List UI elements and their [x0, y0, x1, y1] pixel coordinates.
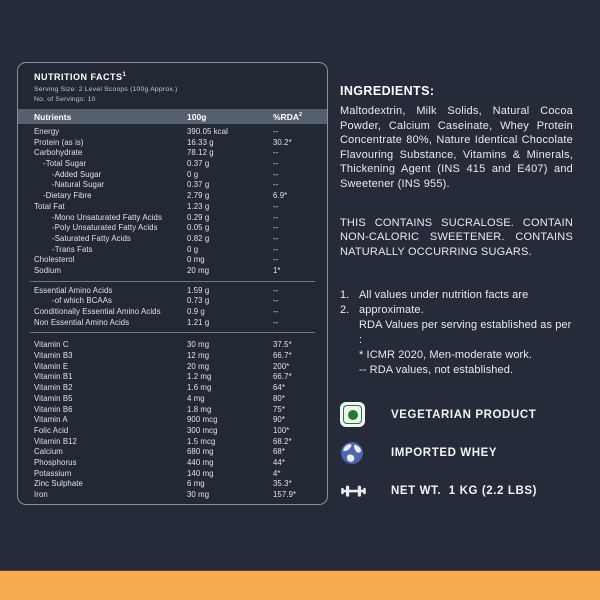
nutrient-rda: 200* [273, 361, 290, 371]
nutrient-name: -Natural Sugar [52, 180, 105, 190]
nutrient-rda: -- [273, 180, 279, 190]
footnotes-list [340, 288, 573, 378]
table-row [18, 372, 327, 383]
nutrient-rda: -- [273, 127, 279, 136]
table-row [18, 479, 327, 490]
table-row [18, 318, 327, 329]
imported-whey-badge [340, 439, 573, 466]
table-row [18, 362, 327, 373]
footnote-line [340, 348, 573, 363]
footnote-text: -- RDA values, not established. [359, 364, 514, 377]
footnote-marker: 2 [298, 112, 303, 119]
nutrient-rda: 66.7* [273, 372, 292, 382]
vegetarian-badge [340, 401, 573, 428]
nutrient-rda: 4* [273, 468, 281, 478]
nutrient-amount: 1.6 mg [187, 383, 212, 393]
nutrient-rda: -- [273, 285, 279, 295]
ingredients-text: Maltodextrin, Milk Solids, Natural Cocoa Powder, Calcium Caseinate, Whey Protein Concentrate 80%, Nature Identical Chocolate Flavouring Substance, Vitamins & Minerals, Thickening Agent (INS 415 and E407) and Sweetener (INS 955). [340, 105, 573, 190]
badge-list [340, 401, 573, 504]
dumbbell-icon [340, 483, 367, 499]
nutrient-rda: 100* [273, 425, 290, 435]
table-row [18, 202, 327, 213]
footnote-line [340, 318, 573, 348]
nutrient-name: Vitamin C [34, 340, 69, 350]
bottom-accent-bar [0, 570, 600, 600]
nutrient-amount: 12 mg [187, 351, 210, 361]
nutrient-rda: -- [273, 159, 279, 169]
nutrient-name: Iron [34, 490, 48, 499]
nutrient-name: Energy [34, 127, 60, 136]
table-row [18, 245, 327, 256]
footnote-line [340, 288, 573, 303]
nutrient-name: -Added Sugar [52, 169, 102, 179]
nutrition-table-body [18, 124, 327, 501]
nutrient-rda: -- [273, 296, 279, 306]
nutrient-name: Conditionally Essential Amino Acids [34, 307, 161, 316]
nutrient-amount: 440 mg [187, 457, 214, 467]
rda-header-text: %RDA [273, 112, 299, 122]
nutrient-amount: 390.05 kcal [187, 127, 228, 136]
nutrition-facts-panel [17, 62, 328, 505]
nutrient-name: Cholesterol [34, 255, 75, 265]
nutrient-amount: 140 mg [187, 468, 214, 478]
footnote-marker: 1 [122, 72, 127, 78]
nutrient-name: -Dietary Fibre [43, 191, 92, 201]
info-column [340, 84, 573, 515]
table-row [18, 383, 327, 394]
nutrient-rda: 64* [273, 383, 286, 393]
nutrient-rda: 66.7* [273, 351, 292, 361]
nutrition-facts-title-text: NUTRITION FACTS [34, 72, 123, 82]
serving-size-text: Serving Size: 2 Level Scoops (100g Approx.) [34, 85, 178, 93]
nutrient-amount: 0.73 g [187, 296, 210, 306]
nutrient-name: Carbohydrate [34, 148, 83, 158]
sweetener-warning-text: THIS CONTAINS SUCRALOSE. CONTAIN NON-CALORIC SWEETENER. CONTAINS NATURALLY OCCURRING SUGARS. [340, 216, 573, 258]
net-weight-badge [340, 477, 573, 504]
nutrient-rda: -- [273, 317, 279, 327]
nutrient-name: Vitamin A [34, 415, 68, 425]
nutrient-amount: 0.05 g [187, 223, 210, 233]
nutrient-amount: 1.59 g [187, 285, 210, 295]
table-section [18, 127, 327, 277]
table-row [18, 127, 327, 138]
table-section [18, 286, 327, 329]
table-row [18, 296, 327, 307]
table-row [18, 170, 327, 181]
nutrient-amount: 20 mg [187, 265, 210, 275]
nutrient-name: -Mono Unsaturated Fatty Acids [52, 212, 162, 222]
nutrient-name: Folic Acid [34, 425, 69, 435]
nutrient-amount: 680 mg [187, 447, 214, 457]
servings-count-text: No. of Servings: 10 [34, 96, 96, 103]
section-divider [30, 281, 315, 282]
nutrient-amount: 0 g [187, 244, 199, 254]
table-row [18, 234, 327, 245]
badge-label: NET WT. 1 KG (2.2 LBS) [391, 484, 538, 497]
nutrient-rda: 6.9* [273, 191, 288, 201]
table-row [18, 138, 327, 149]
nutrient-rda: -- [273, 255, 279, 265]
badge-label: IMPORTED WHEY [391, 446, 498, 459]
nutrient-amount: 1.2 mg [187, 372, 212, 382]
nutrition-facts-title [34, 72, 311, 82]
nutrient-name: Potassium [34, 468, 72, 478]
nutrient-amount: 20 mg [187, 361, 210, 371]
table-row [18, 159, 327, 170]
nutrient-rda: -- [273, 307, 279, 316]
nutrient-name: Total Fat [34, 201, 65, 211]
globe-icon [340, 441, 367, 465]
table-row [18, 490, 327, 501]
nutrient-name: Zinc Sulphate [34, 479, 83, 489]
nutrient-name: Protein (as is) [34, 137, 84, 147]
nutrient-rda: 68* [273, 447, 286, 457]
footnote-number [340, 363, 359, 378]
nutrient-name: -Trans Fats [52, 244, 93, 254]
table-row [18, 340, 327, 351]
nutrient-name: Non Essential Amino Acids [34, 317, 130, 327]
nutrient-amount: 0.37 g [187, 180, 210, 190]
table-row [18, 307, 327, 318]
nutrient-amount: 0.82 g [187, 233, 210, 243]
table-row [18, 394, 327, 405]
footnote-text: RDA Values per serving established as per : [359, 319, 572, 347]
footnote-number: 1. [340, 289, 350, 302]
nutrient-amount: 78.12 g [187, 148, 214, 158]
nutrient-amount: 4 mg [187, 393, 205, 403]
nutrient-amount: 1.21 g [187, 317, 210, 327]
nutrient-name: -Saturated Fatty Acids [52, 233, 131, 243]
nutrient-amount: 0 mg [187, 255, 205, 265]
section-divider [30, 332, 315, 333]
badge-label: VEGETARIAN PRODUCT [391, 408, 537, 421]
nutrient-amount: 0.29 g [187, 212, 210, 222]
table-row [18, 213, 327, 224]
column-header-amount: 100g [187, 112, 207, 122]
nutrient-rda: -- [273, 212, 279, 222]
footnote-text: * ICMR 2020, Men-moderate work. [359, 349, 533, 362]
column-header-nutrients: Nutrients [34, 112, 72, 122]
table-row [18, 148, 327, 159]
nutrient-amount: 0.37 g [187, 159, 210, 169]
column-header-rda [273, 112, 302, 122]
footnote-number [340, 318, 359, 348]
nutrient-rda: 75* [273, 404, 286, 414]
nutrient-name: Vitamin B5 [34, 393, 73, 403]
nutrient-name: Vitamin B2 [34, 383, 73, 393]
nutrient-rda: 37.5* [273, 340, 292, 350]
nutrient-amount: 16.33 g [187, 137, 214, 147]
table-row [18, 437, 327, 448]
nutrient-amount: 0.9 g [187, 307, 205, 316]
table-row [18, 458, 327, 469]
nutrient-name: Vitamin B3 [34, 351, 73, 361]
table-section [18, 340, 327, 500]
table-row [18, 405, 327, 416]
nutrient-amount: 30 mg [187, 340, 210, 350]
nutrient-rda: -- [273, 201, 279, 211]
footnote-number [340, 348, 359, 363]
nutrient-name: Vitamin B1 [34, 372, 73, 382]
nutrient-amount: 900 mcg [187, 415, 218, 425]
nutrient-name: Phosphorus [34, 457, 77, 467]
veg-mark-icon [340, 402, 367, 427]
nutrient-amount: 1.8 mg [187, 404, 212, 414]
nutrient-rda: 1* [273, 265, 281, 275]
nutrient-rda: 30.2* [273, 137, 292, 147]
nutrient-name: -of which BCAAs [52, 296, 112, 306]
footnote-line [340, 303, 573, 318]
nutrient-rda: 90* [273, 415, 286, 425]
nutrient-name: Calcium [34, 447, 63, 457]
nutrient-rda: 35.3* [273, 479, 292, 489]
footnote-line [340, 363, 573, 378]
footnote-text: approximate. [359, 304, 424, 317]
nutrient-amount: 6 mg [187, 479, 205, 489]
table-row [18, 286, 327, 297]
nutrient-name: Vitamin E [34, 361, 69, 371]
table-row [18, 191, 327, 202]
nutrient-rda: -- [273, 169, 279, 179]
nutrient-name: Essential Amino Acids [34, 285, 113, 295]
nutrient-amount: 0 g [187, 169, 199, 179]
table-row [18, 426, 327, 437]
nutrient-name: Vitamin B12 [34, 436, 77, 446]
footnote-number: 2. [340, 304, 350, 317]
table-row [18, 223, 327, 234]
table-row [18, 255, 327, 266]
nutrient-rda: 44* [273, 457, 286, 467]
table-row [18, 266, 327, 277]
nutrient-amount: 2.79 g [187, 191, 210, 201]
table-row [18, 447, 327, 458]
nutrient-name: -Total Sugar [43, 159, 87, 169]
nutrient-rda: 80* [273, 393, 286, 403]
nutrient-rda: 157.9* [273, 490, 297, 499]
nutrient-amount: 1.5 mcg [187, 436, 216, 446]
nutrient-name: Sodium [34, 265, 62, 275]
ingredients-title: INGREDIENTS: [340, 84, 435, 98]
table-row [18, 469, 327, 480]
nutrient-rda: -- [273, 244, 279, 254]
panel-header [18, 63, 327, 103]
nutrient-rda: -- [273, 223, 279, 233]
footnote-text: All values under nutrition facts are [359, 289, 529, 302]
nutrient-amount: 300 mcg [187, 425, 218, 435]
nutrient-rda: -- [273, 148, 279, 158]
nutrient-amount: 1.23 g [187, 201, 210, 211]
nutrient-name: Vitamin B6 [34, 404, 73, 414]
nutrient-rda: 68.2* [273, 436, 292, 446]
table-row [18, 180, 327, 191]
nutrient-rda: -- [273, 233, 279, 243]
table-row [18, 351, 327, 362]
table-header-row [18, 109, 327, 124]
nutrient-name: -Poly Unsaturated Fatty Acids [52, 223, 158, 233]
nutrient-amount: 30 mg [187, 490, 210, 499]
table-row [18, 415, 327, 426]
